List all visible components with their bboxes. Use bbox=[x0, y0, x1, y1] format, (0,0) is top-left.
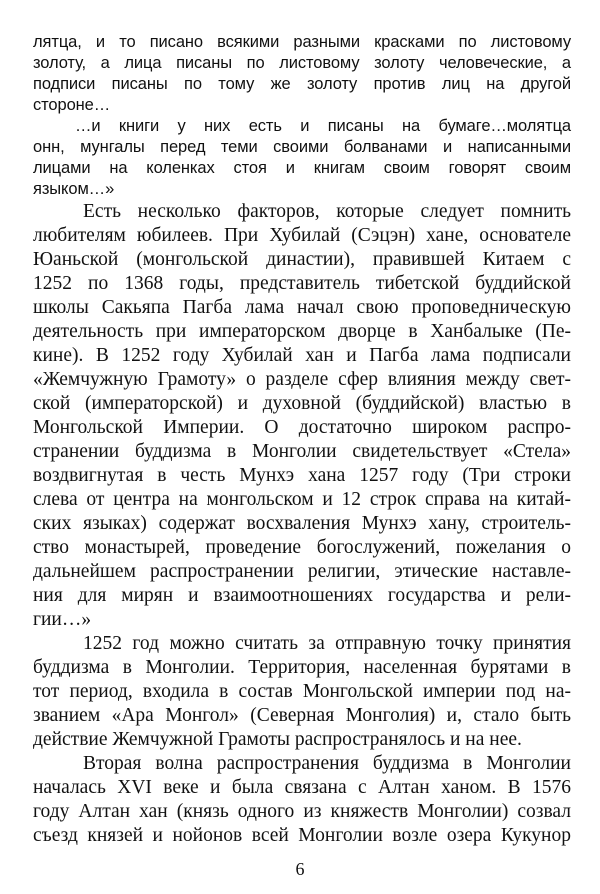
body-paragraph bbox=[33, 752, 571, 848]
text-line: гии…» bbox=[33, 609, 92, 630]
body-paragraph bbox=[33, 200, 571, 632]
text-line: языком…» bbox=[33, 180, 115, 198]
text-line: подписи писаны по тому же золоту против лиц на другой bbox=[33, 75, 571, 93]
text-line: онн, мунгалы перед теми своими болванами и написанными bbox=[33, 138, 571, 156]
text-line: «Жемчужную Грамоту» о разделе сфер влияния между свет- bbox=[33, 369, 571, 390]
text-line: воздвигнутая в честь Мунхэ хана 1257 году (Три строки bbox=[33, 465, 571, 486]
text-line: Есть несколько факторов, которые следует помнить bbox=[83, 201, 571, 222]
text-line: началась XVI веке и была связана с Алтан ханом. В 1576 bbox=[33, 777, 571, 798]
text-line: ской (императорской) и духовной (буддийской) властью в bbox=[33, 393, 571, 414]
body-text bbox=[33, 200, 571, 848]
text-line: любителям юбилеев. При Хубилай (Сэцэн) хане, основателе bbox=[33, 225, 571, 246]
text-line: Вторая волна распространения буддизма в Монголии bbox=[83, 753, 571, 774]
text-line: золоту, а лица писаны по листовому золоту человеческие, а bbox=[33, 54, 571, 72]
text-line: буддизма в Монголии. Территория, населенная бурятами в bbox=[33, 657, 571, 678]
text-line: лицами на коленках стоя и книгам своим говорят своим bbox=[33, 159, 571, 177]
quote-paragraph bbox=[33, 32, 571, 116]
text-line: деятельность при императорском дворце в Ханбалыке (Пе- bbox=[33, 321, 571, 342]
text-line: ство монастырей, проведение богослужений, пожелания о bbox=[33, 537, 571, 558]
document-page bbox=[33, 32, 571, 848]
text-line: дальнейшем распространении религии, этические наставле- bbox=[33, 561, 571, 582]
text-line: …и книги у них есть и писаны на бумаге…молятца bbox=[75, 117, 571, 135]
text-line: Монгольской Империи. О достаточно широком распро- bbox=[33, 417, 571, 438]
text-line: слева от центра на монгольском и 12 строк справа на китай- bbox=[33, 489, 571, 510]
text-line: 1252 по 1368 годы, представитель тибетской буддийской bbox=[33, 273, 571, 294]
text-line: кине). В 1252 году Хубилай хан и Пагба лама подписали bbox=[33, 345, 571, 366]
quote-paragraph bbox=[33, 116, 571, 200]
text-line: ния для мирян и взаимоотношениях государства и рели- bbox=[33, 585, 571, 606]
text-line: лятца, и то писано всякими разными красками по листовому bbox=[33, 33, 571, 51]
text-line: званием «Ара Монгол» (Северная Монголия) и, стало быть bbox=[33, 705, 571, 726]
page-number: 6 bbox=[295, 859, 305, 879]
text-line: странении буддизма в Монголии свидетельствует «Стела» bbox=[33, 441, 571, 462]
text-line: году Алтан хан (князь одного из княжеств Монголии) созвал bbox=[33, 801, 571, 822]
text-line: действие Жемчужной Грамоты распространялось и на нее. bbox=[33, 729, 522, 750]
text-line: школы Сакьяпа Пагба лама начал свою проповедническую bbox=[33, 297, 571, 318]
text-line: тот период, входила в состав Монгольской империи под на- bbox=[33, 681, 571, 702]
quote-block bbox=[33, 32, 571, 200]
text-line: 1252 год можно считать за отправную точку принятия bbox=[83, 633, 571, 654]
text-line: стороне… bbox=[33, 96, 111, 114]
text-line: Юаньской (монгольской династии), правившей Китаем с bbox=[33, 249, 571, 270]
text-line: съезд князей и нойонов всей Монголии возле озера Кукунор bbox=[33, 825, 571, 846]
text-line: ских языках) содержат восхваления Мунхэ хану, строитель- bbox=[33, 513, 571, 534]
body-paragraph bbox=[33, 632, 571, 752]
